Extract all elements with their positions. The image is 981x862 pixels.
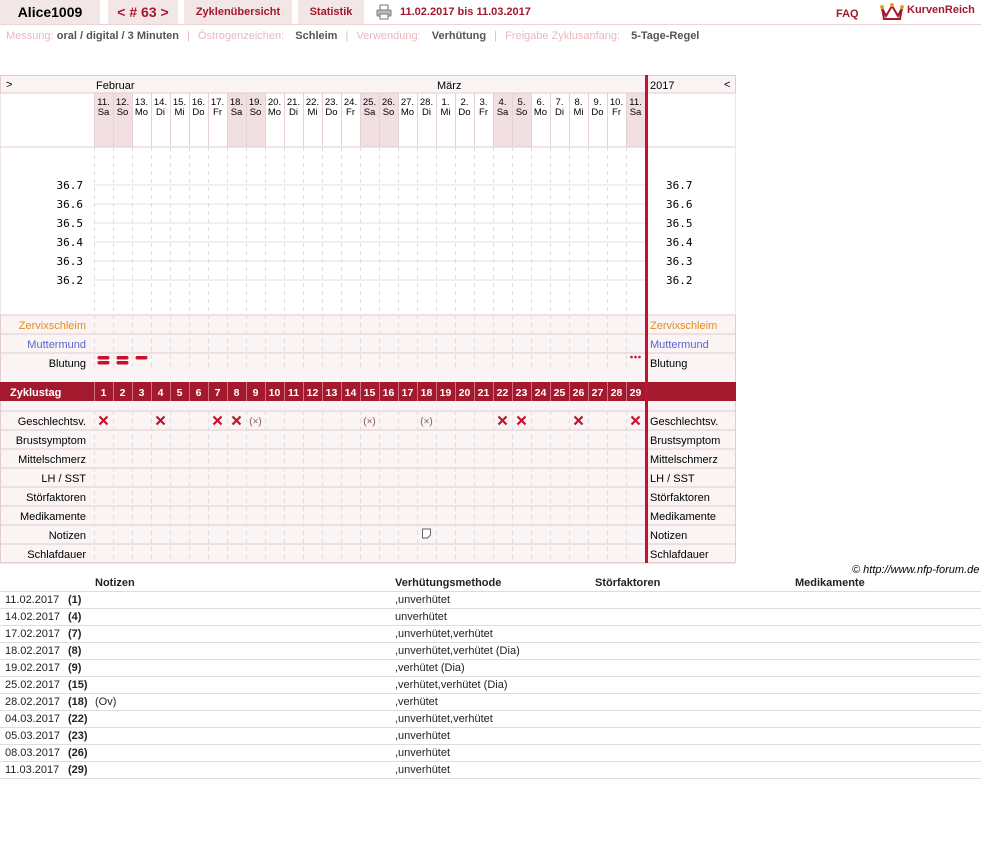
notes-method: ,unverhütet xyxy=(395,594,451,606)
day-weekday-label: Fr xyxy=(479,107,488,118)
cycle-day-number: 12 xyxy=(306,387,319,399)
schlafdauer-label: Schlafdauer xyxy=(27,549,86,561)
day-weekday-label: Do xyxy=(192,107,205,118)
oestrogen-label: Östrogenzeichen: xyxy=(197,30,285,42)
notes-row xyxy=(0,660,981,677)
notes-cycle-day: (15) xyxy=(68,679,88,691)
day-weekday-label: Mi xyxy=(307,107,318,118)
day-weekday-label: Sa xyxy=(363,107,376,118)
current-day-line xyxy=(645,75,648,563)
cycle-overview-button[interactable]: Zyklenübersicht xyxy=(184,0,292,24)
spotting-mark xyxy=(638,356,641,359)
day-date-label: 28. xyxy=(419,97,434,108)
cycle-day-number: 5 xyxy=(176,387,183,399)
day-weekday-label: Sa xyxy=(496,107,509,118)
notes-row xyxy=(0,592,981,609)
day-weekday-label: Sa xyxy=(97,107,110,118)
medikamente-label: Medikamente xyxy=(19,511,86,523)
copyright: © http://www.nfp-forum.de xyxy=(852,564,980,576)
notes-method: ,unverhütet xyxy=(395,747,451,759)
verwendung-value: Verhütung xyxy=(431,30,487,42)
day-date-label: 19. xyxy=(248,97,263,108)
logo-text[interactable]: KurvenReich xyxy=(907,4,975,16)
notes-row xyxy=(0,762,981,779)
notes-row xyxy=(0,643,981,660)
day-date-label: 10. xyxy=(609,97,624,108)
temperature-label-right: 36.6 xyxy=(666,198,693,211)
zervix-label: Zervixschleim xyxy=(18,320,86,332)
cycle-day-number: 23 xyxy=(515,387,528,399)
notes-cycle-day: (8) xyxy=(68,645,82,657)
cycle-day-number: 22 xyxy=(496,387,509,399)
notes-note: (Ov) xyxy=(95,696,117,708)
cycle-day-number: 6 xyxy=(195,387,202,399)
notes-date: 17.02.2017 xyxy=(5,628,61,640)
spotting-mark xyxy=(634,356,637,359)
schlafdauer-label-right: Schlafdauer xyxy=(650,549,709,561)
day-date-label: 8. xyxy=(574,97,583,108)
notes-date: 18.02.2017 xyxy=(5,645,61,657)
notes-cycle-day: (7) xyxy=(68,628,82,640)
day-date-label: 9. xyxy=(593,97,602,108)
day-date-label: 23. xyxy=(324,97,339,108)
cycle-day-number: 3 xyxy=(138,387,145,399)
temperature-label-right: 36.5 xyxy=(666,217,693,230)
day-weekday-label: Fr xyxy=(612,107,621,118)
bleeding-mark xyxy=(117,356,129,360)
cycle-day-number: 27 xyxy=(591,387,604,399)
notes-date: 11.02.2017 xyxy=(5,594,60,606)
date-range: 11.02.2017 bis 11.03.2017 xyxy=(400,6,531,18)
temperature-label-right: 36.3 xyxy=(666,255,693,268)
day-date-label: 13. xyxy=(134,97,149,108)
notes-method: ,verhütet,verhütet (Dia) xyxy=(395,679,508,691)
cycle-day-number: 2 xyxy=(119,387,126,399)
blutung-label: Blutung xyxy=(48,358,86,370)
notes-cycle-day: (18) xyxy=(68,696,88,708)
notes-method: ,unverhütet,verhütet (Dia) xyxy=(395,645,520,657)
stoerfaktoren-label-right: Störfaktoren xyxy=(650,492,710,504)
day-date-label: 1. xyxy=(441,97,450,108)
cycle-day-number: 9 xyxy=(252,387,259,399)
geschlechtsverkehr-label-right: Geschlechtsv. xyxy=(650,416,719,428)
medikamente-label-right: Medikamente xyxy=(650,511,717,523)
day-weekday-label: So xyxy=(515,107,528,118)
cycle-day-number: 4 xyxy=(157,387,164,399)
cycle-day-number: 20 xyxy=(458,387,471,399)
day-weekday-label: Sa xyxy=(230,107,243,118)
cycle-day-number: 24 xyxy=(534,387,547,399)
cycle-day-number: 13 xyxy=(325,387,338,399)
day-date-label: 18. xyxy=(229,97,244,108)
day-weekday-label: Mo xyxy=(134,107,149,118)
mittelschmerz-label-right: Mittelschmerz xyxy=(650,454,718,466)
muttermund-label-right: Muttermund xyxy=(650,339,709,351)
cycle-day-number: 11 xyxy=(287,387,300,399)
cycle-day-number: 28 xyxy=(610,387,623,399)
notizen-label: Notizen xyxy=(48,530,86,542)
temperature-label-right: 36.4 xyxy=(666,236,693,249)
notes-method: ,verhütet xyxy=(395,696,438,708)
day-date-label: 14. xyxy=(153,97,168,108)
day-weekday-label: Mi xyxy=(573,107,584,118)
notes-method: unverhütet xyxy=(395,611,447,623)
bleeding-mark xyxy=(98,356,110,360)
cycle-day-number: 29 xyxy=(629,387,642,399)
faq-link[interactable]: FAQ xyxy=(836,8,859,20)
statistics-button[interactable]: Statistik xyxy=(298,0,364,24)
cycle-day-number: 17 xyxy=(401,387,414,399)
day-weekday-label: Do xyxy=(591,107,604,118)
day-date-label: 26. xyxy=(381,97,396,108)
notes-cycle-day: (29) xyxy=(68,764,88,776)
notes-date: 25.02.2017 xyxy=(5,679,61,691)
stoerfaktoren-label: Störfaktoren xyxy=(26,492,86,504)
brustsymptom-label: Brustsymptom xyxy=(15,435,86,447)
notes-row xyxy=(0,609,981,626)
freigabe-label: Freigabe Zyklusanfang: xyxy=(505,30,621,42)
notizen-label-right: Notizen xyxy=(650,530,688,542)
notes-method: ,unverhütet,verhütet xyxy=(395,713,493,725)
day-weekday-label: Mo xyxy=(400,107,415,118)
notes-date: 05.03.2017 xyxy=(5,730,61,742)
freigabe-value: 5-Tage-Regel xyxy=(631,30,700,42)
cycle-day-number: 21 xyxy=(477,387,490,399)
notes-method: ,unverhütet xyxy=(395,764,451,776)
day-date-label: 27. xyxy=(400,97,415,108)
geschlechtsverkehr-label: Geschlechtsv. xyxy=(17,416,86,428)
day-weekday-label: So xyxy=(116,107,129,118)
oestrogen-value: Schleim xyxy=(295,30,338,42)
notes-header-medikamente: Medikamente xyxy=(795,577,865,589)
notes-cycle-day: (22) xyxy=(68,713,88,725)
notes-date: 28.02.2017 xyxy=(5,696,61,708)
zyklustag-label: Zyklustag xyxy=(10,387,62,399)
day-weekday-label: Do xyxy=(325,107,338,118)
notes-row xyxy=(0,677,981,694)
day-date-label: 4. xyxy=(498,97,507,108)
notes-cycle-day: (23) xyxy=(68,730,88,742)
printer-icon[interactable] xyxy=(376,4,392,20)
temperature-label-left: 36.2 xyxy=(56,274,83,287)
intercourse-protected-mark: (×) xyxy=(420,416,433,428)
day-weekday-label: Mi xyxy=(440,107,451,118)
cycle-day-number: 18 xyxy=(420,387,433,399)
cycle-day-number: 26 xyxy=(572,387,585,399)
temperature-label-right: 36.2 xyxy=(666,274,693,287)
notes-method: ,verhütet (Dia) xyxy=(395,662,465,674)
mittelschmerz-label: Mittelschmerz xyxy=(18,454,86,466)
notes-header-row xyxy=(0,576,981,592)
lh-sst-label: LH / SST xyxy=(41,473,86,485)
cycle-day-number: 15 xyxy=(363,387,376,399)
day-weekday-label: So xyxy=(249,107,262,118)
cycle-day-number: 1 xyxy=(100,387,107,399)
notes-date: 11.03.2017 xyxy=(5,764,60,776)
cycle-chart xyxy=(0,75,740,565)
username-label: Alice1009 xyxy=(0,0,100,24)
lh-sst-label-right: LH / SST xyxy=(650,473,695,485)
day-weekday-label: Sa xyxy=(629,107,642,118)
bleeding-mark xyxy=(136,356,148,360)
day-date-label: 22. xyxy=(305,97,320,108)
notes-cycle-day: (26) xyxy=(68,747,88,759)
day-date-label: 3. xyxy=(479,97,488,108)
month-label-mar: März xyxy=(437,80,462,92)
notes-cycle-day: (9) xyxy=(68,662,82,674)
messung-value: oral / digital / 3 Minuten xyxy=(56,30,179,42)
day-date-label: 21. xyxy=(286,97,301,108)
day-date-label: 7. xyxy=(555,97,564,108)
nav-right-button[interactable]: < xyxy=(724,79,731,91)
zervix-label-right: Zervixschleim xyxy=(650,320,718,332)
blutung-label-right: Blutung xyxy=(650,358,688,370)
day-date-label: 6. xyxy=(536,97,545,108)
note-icon[interactable] xyxy=(423,529,431,538)
cycle-day-number: 19 xyxy=(439,387,452,399)
day-date-label: 17. xyxy=(210,97,225,108)
day-date-label: 20. xyxy=(267,97,282,108)
day-date-label: 11. xyxy=(629,97,642,108)
notes-method: ,unverhütet xyxy=(395,730,451,742)
day-date-label: 15. xyxy=(172,97,187,108)
verwendung-label: Verwendung: xyxy=(356,30,421,42)
day-weekday-label: Mi xyxy=(174,107,185,118)
month-label-feb: Februar xyxy=(96,80,135,92)
day-weekday-label: Mo xyxy=(533,107,548,118)
day-weekday-label: So xyxy=(382,107,395,118)
temperature-label-left: 36.6 xyxy=(56,198,83,211)
cycle-day-number: 25 xyxy=(553,387,566,399)
temperature-label-left: 36.5 xyxy=(56,217,83,230)
day-weekday-label: Do xyxy=(458,107,471,118)
notes-row xyxy=(0,694,981,711)
bleeding-mark xyxy=(117,361,129,365)
cycle-day-number: 7 xyxy=(214,387,221,399)
temperature-label-left: 36.4 xyxy=(56,236,83,249)
notes-date: 04.03.2017 xyxy=(5,713,61,725)
notes-row xyxy=(0,626,981,643)
day-date-label: 25. xyxy=(362,97,377,108)
day-weekday-label: Di xyxy=(555,107,564,118)
brustsymptom-label-right: Brustsymptom xyxy=(650,435,721,447)
cycle-day-number: 8 xyxy=(233,387,240,399)
notes-header-stoerfaktoren: Störfaktoren xyxy=(595,577,661,589)
day-date-label: 16. xyxy=(191,97,206,108)
cycle-day-number: 14 xyxy=(344,387,357,399)
day-weekday-label: Fr xyxy=(213,107,222,118)
temperature-label-left: 36.3 xyxy=(56,255,83,268)
day-date-label: 12. xyxy=(115,97,130,108)
notes-table xyxy=(0,576,981,779)
year-label: 2017 xyxy=(650,80,675,92)
crown-logo-icon[interactable] xyxy=(880,2,904,22)
notes-row xyxy=(0,745,981,762)
temperature-area-bg xyxy=(1,147,736,315)
cycle-navigation[interactable]: < # 63 > xyxy=(108,0,178,24)
day-weekday-label: Di xyxy=(289,107,298,118)
muttermund-label: Muttermund xyxy=(27,339,86,351)
cycle-day-number: 16 xyxy=(382,387,395,399)
day-date-label: 5. xyxy=(517,97,526,108)
notes-date: 14.02.2017 xyxy=(5,611,61,623)
cycle-day-number: 10 xyxy=(268,387,281,399)
notes-header-methode: Verhütungsmethode xyxy=(395,577,502,589)
notes-row xyxy=(0,728,981,745)
day-date-label: 2. xyxy=(460,97,469,108)
intercourse-protected-mark: (×) xyxy=(363,416,376,428)
spotting-mark xyxy=(630,356,633,359)
notes-row xyxy=(0,711,981,728)
cycle-settings-line: Messung: oral / digital / 3 Minuten | Östrogenzeichen: Schleim | Verwendung: Verhütung | Freigabe Zyklusanfang: 5-Tage-Regel xyxy=(6,30,700,42)
notes-cycle-day: (4) xyxy=(68,611,82,623)
notes-cycle-day: (1) xyxy=(68,594,82,606)
day-weekday-label: Fr xyxy=(346,107,355,118)
messung-label: Messung: xyxy=(6,30,54,42)
notes-date: 08.03.2017 xyxy=(5,747,61,759)
day-date-label: 24. xyxy=(343,97,358,108)
temperature-label-right: 36.7 xyxy=(666,179,693,192)
day-weekday-label: Di xyxy=(422,107,431,118)
nav-left-button[interactable]: > xyxy=(6,79,13,91)
day-date-label: 11. xyxy=(97,97,110,108)
bleeding-mark xyxy=(98,361,110,365)
temperature-label-left: 36.7 xyxy=(56,179,83,192)
notes-date: 19.02.2017 xyxy=(5,662,61,674)
intercourse-protected-mark: (×) xyxy=(249,416,262,428)
notes-method: ,unverhütet,verhütet xyxy=(395,628,493,640)
notes-header-notizen: Notizen xyxy=(95,577,135,589)
day-weekday-label: Di xyxy=(156,107,165,118)
day-weekday-label: Mo xyxy=(267,107,282,118)
